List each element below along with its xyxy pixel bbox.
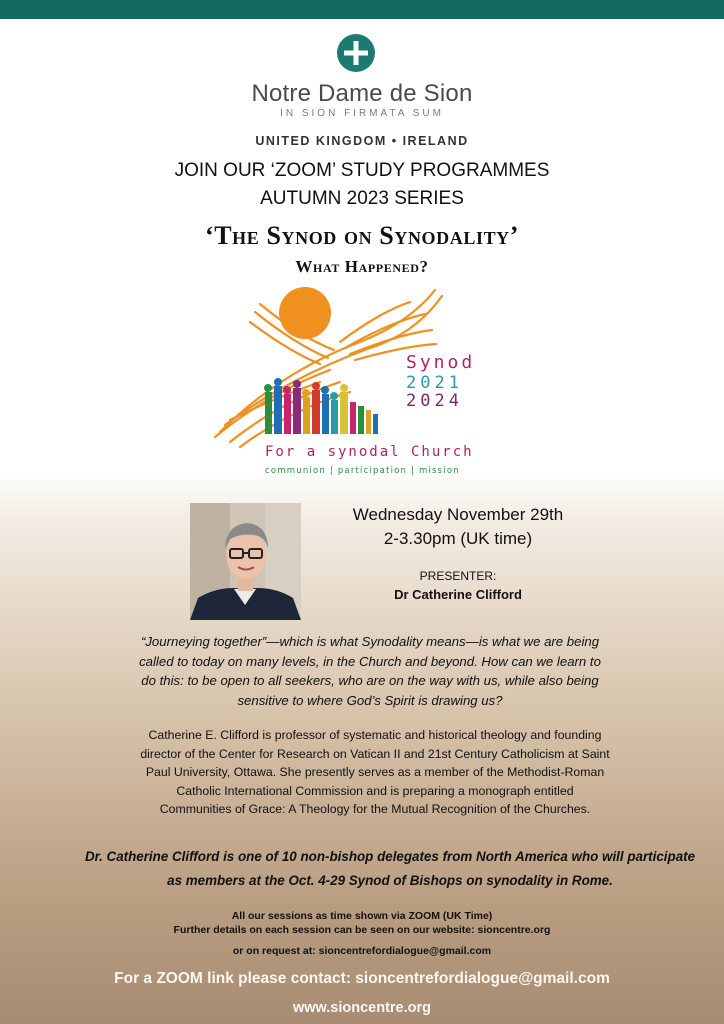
website-link[interactable]: www.sioncentre.org bbox=[292, 1000, 432, 1016]
synod-year-start: 2021 bbox=[406, 373, 463, 393]
organization-name: Notre Dame de Sion bbox=[251, 80, 473, 107]
programme-heading: JOIN OUR ‘ZOOM’ STUDY PROGRAMMES bbox=[174, 160, 550, 181]
synod-logo bbox=[210, 282, 540, 478]
series-heading: AUTUMN 2023 SERIES bbox=[260, 188, 464, 209]
event-subtitle: What Happened? bbox=[295, 257, 429, 276]
synod-themes: communion | participation | mission bbox=[265, 466, 460, 476]
sun-icon bbox=[279, 287, 331, 339]
top-color-bar bbox=[0, 0, 724, 19]
synod-word: Synod bbox=[406, 352, 476, 373]
presenter-name: Dr Catherine Clifford bbox=[394, 587, 522, 602]
event-title: ‘The Synod on Synodality’ bbox=[204, 221, 520, 250]
zoom-contact-link[interactable]: For a ZOOM link please contact: sioncentrefordialogue@gmail.com bbox=[114, 970, 610, 987]
cross-logo-icon bbox=[337, 34, 375, 72]
people-figures-icon bbox=[264, 378, 378, 434]
sessions-details: Further details on each session can be seen on our website: sioncentre.org bbox=[173, 924, 551, 936]
synod-year-end: 2024 bbox=[406, 391, 463, 411]
synodality-quote: “Journeying together”—which is what Synodality means—is what we are being called to today on many levels, in the Church and beyond. How can we learn to do this: to be open to all seekers, who are on the way with us, while also being sensitive to where God’s Spirit is drawing us? bbox=[139, 634, 601, 708]
organization-motto: IN SION FIRMATA SUM bbox=[280, 108, 444, 119]
presenter-photo bbox=[190, 503, 301, 620]
sessions-info: All our sessions as time shown via ZOOM (UK Time) bbox=[231, 910, 493, 922]
presenter-label: PRESENTER: bbox=[419, 569, 497, 583]
event-date: Wednesday November 29th bbox=[352, 505, 564, 524]
delegate-note: Dr. Catherine Clifford is one of 10 non-bishop delegates from North America who will participate as members at the Oct. 4-29 Synod of Bishops on synodality in Rome. bbox=[84, 849, 696, 888]
event-time: 2-3.30pm (UK time) bbox=[383, 529, 533, 548]
synod-tagline: For a synodal Church bbox=[265, 444, 474, 460]
presenter-bio: Catherine E. Clifford is professor of systematic and historical theology and founding director of the Center for Research on Vatican II and 21st Century Catholicism at Saint Paul University, Ottawa. She presently serves as a member of the Methodist-Roman Catholic International Commission and is preparing a monograph entitled Communities of Grace: A Theology for the Mutual Recognition of the Churches. bbox=[140, 728, 610, 816]
region-label: UNITED KINGDOM • IRELAND bbox=[255, 134, 469, 148]
sessions-request: or on request at: sioncentrefordialogue@gmail.com bbox=[232, 945, 492, 957]
